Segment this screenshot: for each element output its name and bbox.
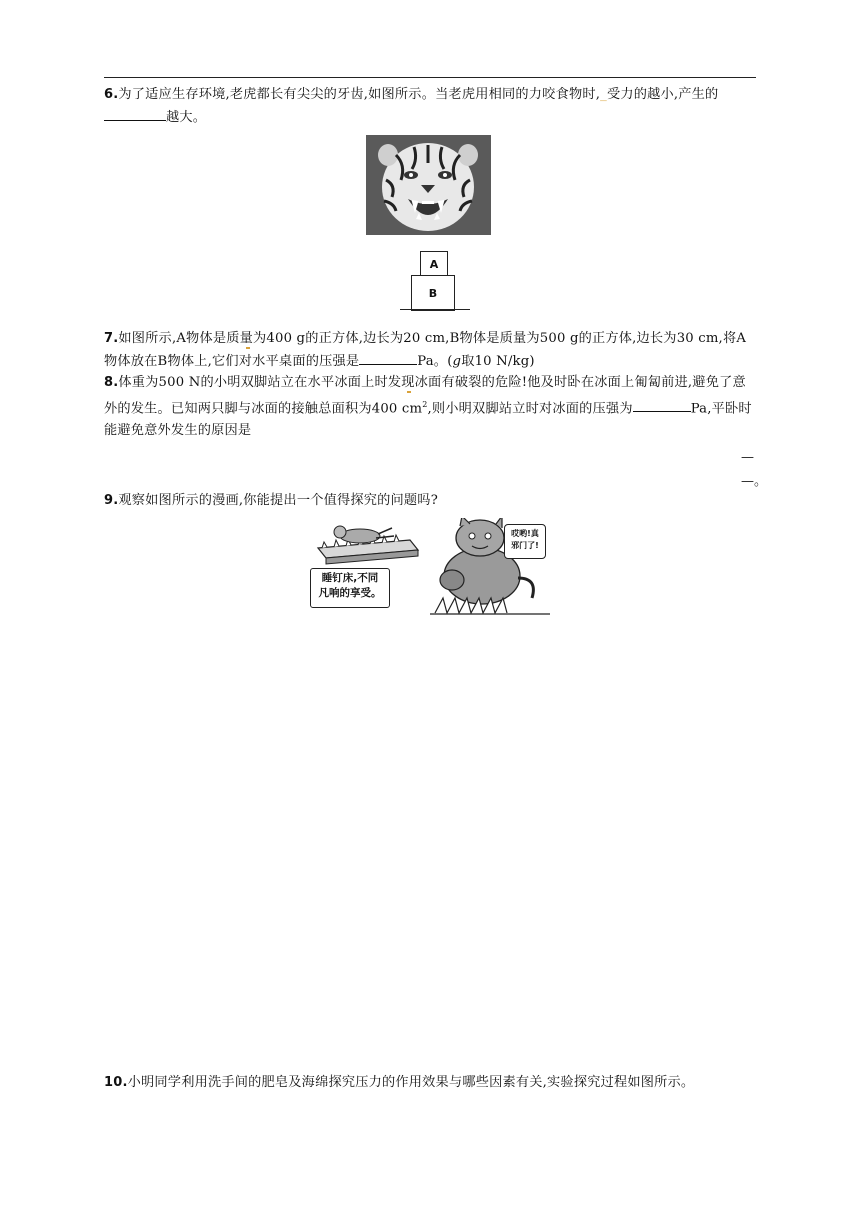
- bubble-line: 邪门了!: [511, 541, 539, 550]
- question-text: 冰面有破裂的危险!他及时卧在冰面上匍匐前进,避免了意外的发生。已知两只脚与冰面的接触总面积为400 cm: [104, 375, 746, 417]
- bubble-line: 睡钉床,不同: [321, 572, 379, 584]
- question-number: 6.: [104, 87, 119, 102]
- question-text: Pa,平卧时能避免意外发生的原因是: [104, 401, 752, 439]
- ground-line: [400, 309, 470, 310]
- question-number: 8.: [104, 375, 119, 390]
- emphasis-char: 现: [401, 375, 415, 390]
- question-text: 正方体,边长为20 cm,B物体是质量为500 g的正方体,边长为30 cm,将A物体放在B物体上,它们对水平桌面的压强是: [104, 331, 747, 369]
- question-number: 9.: [104, 493, 119, 508]
- question-text: 受力的越小,产生的: [606, 87, 719, 102]
- boxes-figure: [400, 245, 470, 315]
- answer-blank[interactable]: [359, 350, 417, 365]
- question-10: [104, 1072, 756, 1094]
- question-text: 小明同学利用洗手间的肥皂及海绵探究压力的作用效果与哪些因素有关,实验探究过程如图所示。: [127, 1075, 695, 1090]
- question-text: ,则小明双脚站立时对冰面的压强为: [427, 401, 633, 417]
- question-text: 如图所示,A物体是质: [118, 331, 240, 346]
- question-number: 10.: [104, 1075, 128, 1090]
- answer-blank[interactable]: [633, 397, 691, 412]
- tiger-image: [366, 135, 491, 235]
- question-text: 为了适应生存环境,老虎都长有尖尖的牙齿,如图所示。当老虎用相同的力咬食物时,: [118, 87, 601, 102]
- question-text: 为400 g的: [253, 331, 319, 346]
- answer-line-end-2: —。: [741, 474, 768, 489]
- top-divider: [104, 77, 756, 78]
- g-symbol: g: [452, 354, 462, 369]
- question-text: 观察如图所示的漫画,你能提出一个值得探究的问题吗?: [118, 493, 438, 508]
- box-a: A: [420, 251, 448, 277]
- emphasis-char: 量: [239, 331, 253, 346]
- question-text: 取10 N/kg): [461, 354, 535, 369]
- bubble-line: 哎哟!真: [511, 529, 539, 538]
- answer-blank[interactable]: [104, 106, 166, 121]
- answer-line-end[interactable]: —: [741, 450, 754, 465]
- question-number: 7.: [104, 331, 119, 346]
- superscript: 2: [422, 400, 428, 409]
- box-b: B: [411, 275, 455, 311]
- comic-speech-bubble-left: [310, 568, 390, 608]
- question-6: [104, 84, 756, 129]
- comic-image: [310, 518, 555, 618]
- bubble-line: 凡响的享受。: [318, 587, 382, 599]
- question-8: [104, 372, 756, 442]
- question-7: [104, 328, 756, 373]
- comic-speech-bubble-right: [504, 524, 546, 559]
- question-text: Pa。(: [417, 354, 453, 369]
- question-9: [104, 490, 756, 512]
- emphasis-mark: _: [600, 87, 607, 102]
- question-text: 越大。: [166, 110, 207, 125]
- question-text: 体重为500 N的小明双脚站立在水平冰面上时发: [118, 375, 402, 390]
